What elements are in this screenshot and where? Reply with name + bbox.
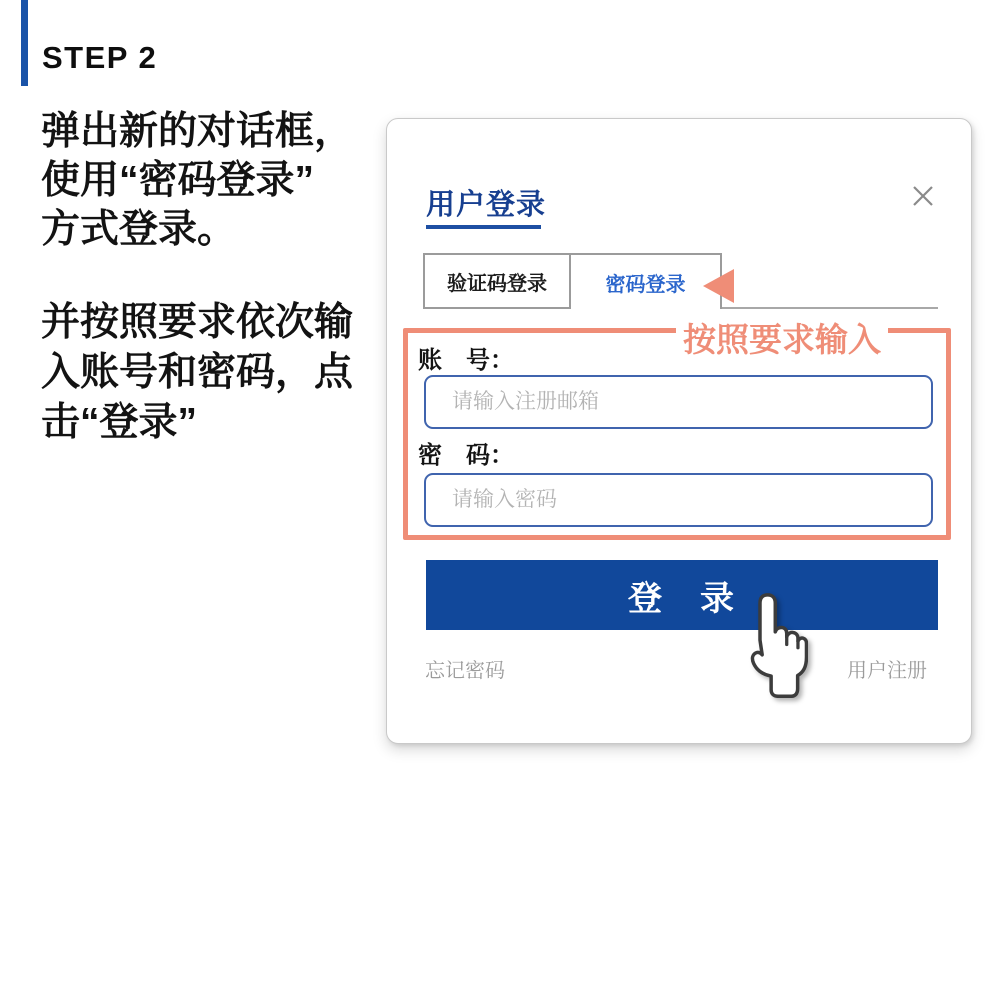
instruction-paragraph-2 (41, 298, 353, 448)
instruction-line: 方式登录。 (41, 208, 237, 251)
forgot-password-link[interactable]: 忘记密码 (425, 660, 505, 682)
annotation-label: 按照要求输入 (676, 314, 888, 361)
tab-captcha-login[interactable] (423, 253, 571, 309)
login-button[interactable] (426, 560, 938, 630)
password-label: 密 码： (418, 442, 514, 469)
login-dialog (386, 118, 972, 744)
instruction-line: 入账号和密码，点 (41, 351, 354, 394)
instruction-line: 弹出新的对话框， (41, 110, 354, 153)
login-button-label: 登 录 (628, 579, 736, 618)
instruction-line: 使用“密码登录” (41, 159, 315, 202)
step-heading: STEP 2 (42, 40, 158, 75)
tab-label: 密码登录 (605, 273, 686, 296)
links-row (425, 654, 927, 683)
instruction-line: 击“登录” (41, 401, 198, 444)
register-link[interactable]: 用户注册 (847, 660, 927, 682)
password-input[interactable] (424, 473, 933, 527)
accent-bar (21, 0, 28, 86)
instruction-paragraph-1 (41, 107, 353, 254)
account-label: 账 号： (418, 347, 514, 374)
title-underline (426, 225, 541, 229)
tab-underline (722, 307, 938, 309)
dialog-title: 用户登录 (426, 189, 547, 221)
close-icon (908, 181, 938, 211)
instruction-line: 并按照要求依次输 (41, 301, 354, 344)
annotation-arrow-icon (703, 269, 734, 303)
close-button[interactable] (908, 181, 938, 211)
tab-password-login[interactable] (571, 253, 722, 309)
tab-bar (423, 253, 722, 309)
tab-label: 验证码登录 (447, 272, 547, 295)
account-input[interactable] (424, 375, 933, 429)
